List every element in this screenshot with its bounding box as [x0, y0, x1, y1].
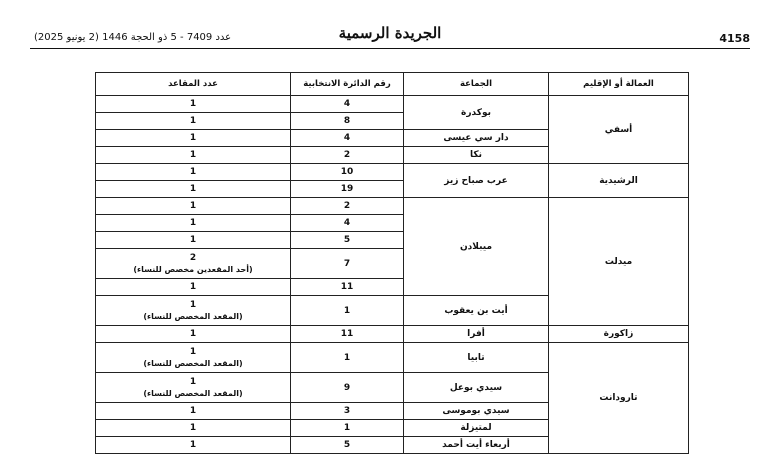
commune-cell: لمتيزلة	[404, 420, 549, 437]
commune-cell: تابيا	[404, 343, 549, 373]
seats-note: (المقعد المخصص للنساء)	[143, 311, 243, 321]
district-cell: 1	[291, 343, 404, 373]
seats-cell: 1	[96, 326, 291, 343]
seats-cell: 1	[96, 113, 291, 130]
district-cell: 4	[291, 130, 404, 147]
commune-cell: دار سي عيسى	[404, 130, 549, 147]
header-commune: الجماعة	[404, 73, 549, 96]
seats-cell: 1	[96, 164, 291, 181]
seats-cell	[96, 249, 291, 279]
seats-cell: 1	[96, 147, 291, 164]
table-row	[96, 96, 689, 113]
district-cell: 2	[291, 147, 404, 164]
district-cell: 4	[291, 96, 404, 113]
seats-cell	[96, 343, 291, 373]
header-province: العمالة أو الإقليم	[549, 73, 689, 96]
seats-cell: 1	[96, 420, 291, 437]
commune-cell: نكا	[404, 147, 549, 164]
commune-cell: أربعاء أيت أحمد	[404, 437, 549, 454]
table-row	[96, 198, 689, 215]
seats-note: (أحد المقعدين مخصص للنساء)	[133, 264, 253, 274]
header-district: رقم الدائرة الانتخابية	[291, 73, 404, 96]
district-cell: 5	[291, 232, 404, 249]
page-header	[0, 0, 780, 60]
district-cell: 10	[291, 164, 404, 181]
header-seats: عدد المقاعد	[96, 73, 291, 96]
seats-cell	[96, 373, 291, 403]
seats-value: 1	[189, 376, 197, 387]
district-cell: 1	[291, 420, 404, 437]
commune-cell: عرب صباح زيز	[404, 164, 549, 198]
province-cell: تارودانت	[549, 343, 689, 454]
seats-cell: 1	[96, 181, 291, 198]
seats-cell: 1	[96, 96, 291, 113]
province-cell: ميدلت	[549, 198, 689, 326]
table-header-row	[96, 73, 689, 96]
commune-cell: سيدي بوموسى	[404, 403, 549, 420]
district-cell: 19	[291, 181, 404, 198]
seats-value: 1	[189, 299, 197, 310]
commune-cell: أفرا	[404, 326, 549, 343]
seats-note: (المقعد المخصص للنساء)	[143, 358, 243, 368]
table-row	[96, 343, 689, 373]
seats-value: 1	[189, 346, 197, 357]
commune-cell: سيدي بوعل	[404, 373, 549, 403]
commune-cell: ميبلادن	[404, 198, 549, 296]
seats-cell: 1	[96, 437, 291, 454]
district-cell: 7	[291, 249, 404, 279]
issue-info: عدد 7409 - 5 ذو الحجة 1446 (2 يونيو 2025)	[34, 32, 232, 43]
table-row	[96, 164, 689, 181]
seats-cell: 1	[96, 198, 291, 215]
province-cell: زاكورة	[549, 326, 689, 343]
district-cell: 11	[291, 279, 404, 296]
district-cell: 3	[291, 403, 404, 420]
seats-note: (المقعد المخصص للنساء)	[143, 388, 243, 398]
seats-table	[95, 72, 689, 454]
district-cell: 5	[291, 437, 404, 454]
seats-cell: 1	[96, 232, 291, 249]
commune-cell: أيت بن يعقوب	[404, 296, 549, 326]
district-cell: 1	[291, 296, 404, 326]
province-cell: أسفي	[549, 96, 689, 164]
district-cell: 11	[291, 326, 404, 343]
seats-cell: 1	[96, 130, 291, 147]
district-cell: 2	[291, 198, 404, 215]
district-cell: 9	[291, 373, 404, 403]
gazette-title: الجريدة الرسمية	[338, 24, 442, 42]
district-cell: 8	[291, 113, 404, 130]
province-cell: الرشيدية	[549, 164, 689, 198]
commune-cell: بوكدرة	[404, 96, 549, 130]
district-cell: 4	[291, 215, 404, 232]
seats-cell	[96, 296, 291, 326]
seats-cell: 1	[96, 279, 291, 296]
seats-cell: 1	[96, 215, 291, 232]
page-number: 4158	[719, 32, 750, 45]
seats-table-container	[95, 72, 688, 454]
seats-cell: 1	[96, 403, 291, 420]
header-rule	[30, 48, 750, 49]
table-row	[96, 326, 689, 343]
seats-value: 2	[189, 252, 197, 263]
